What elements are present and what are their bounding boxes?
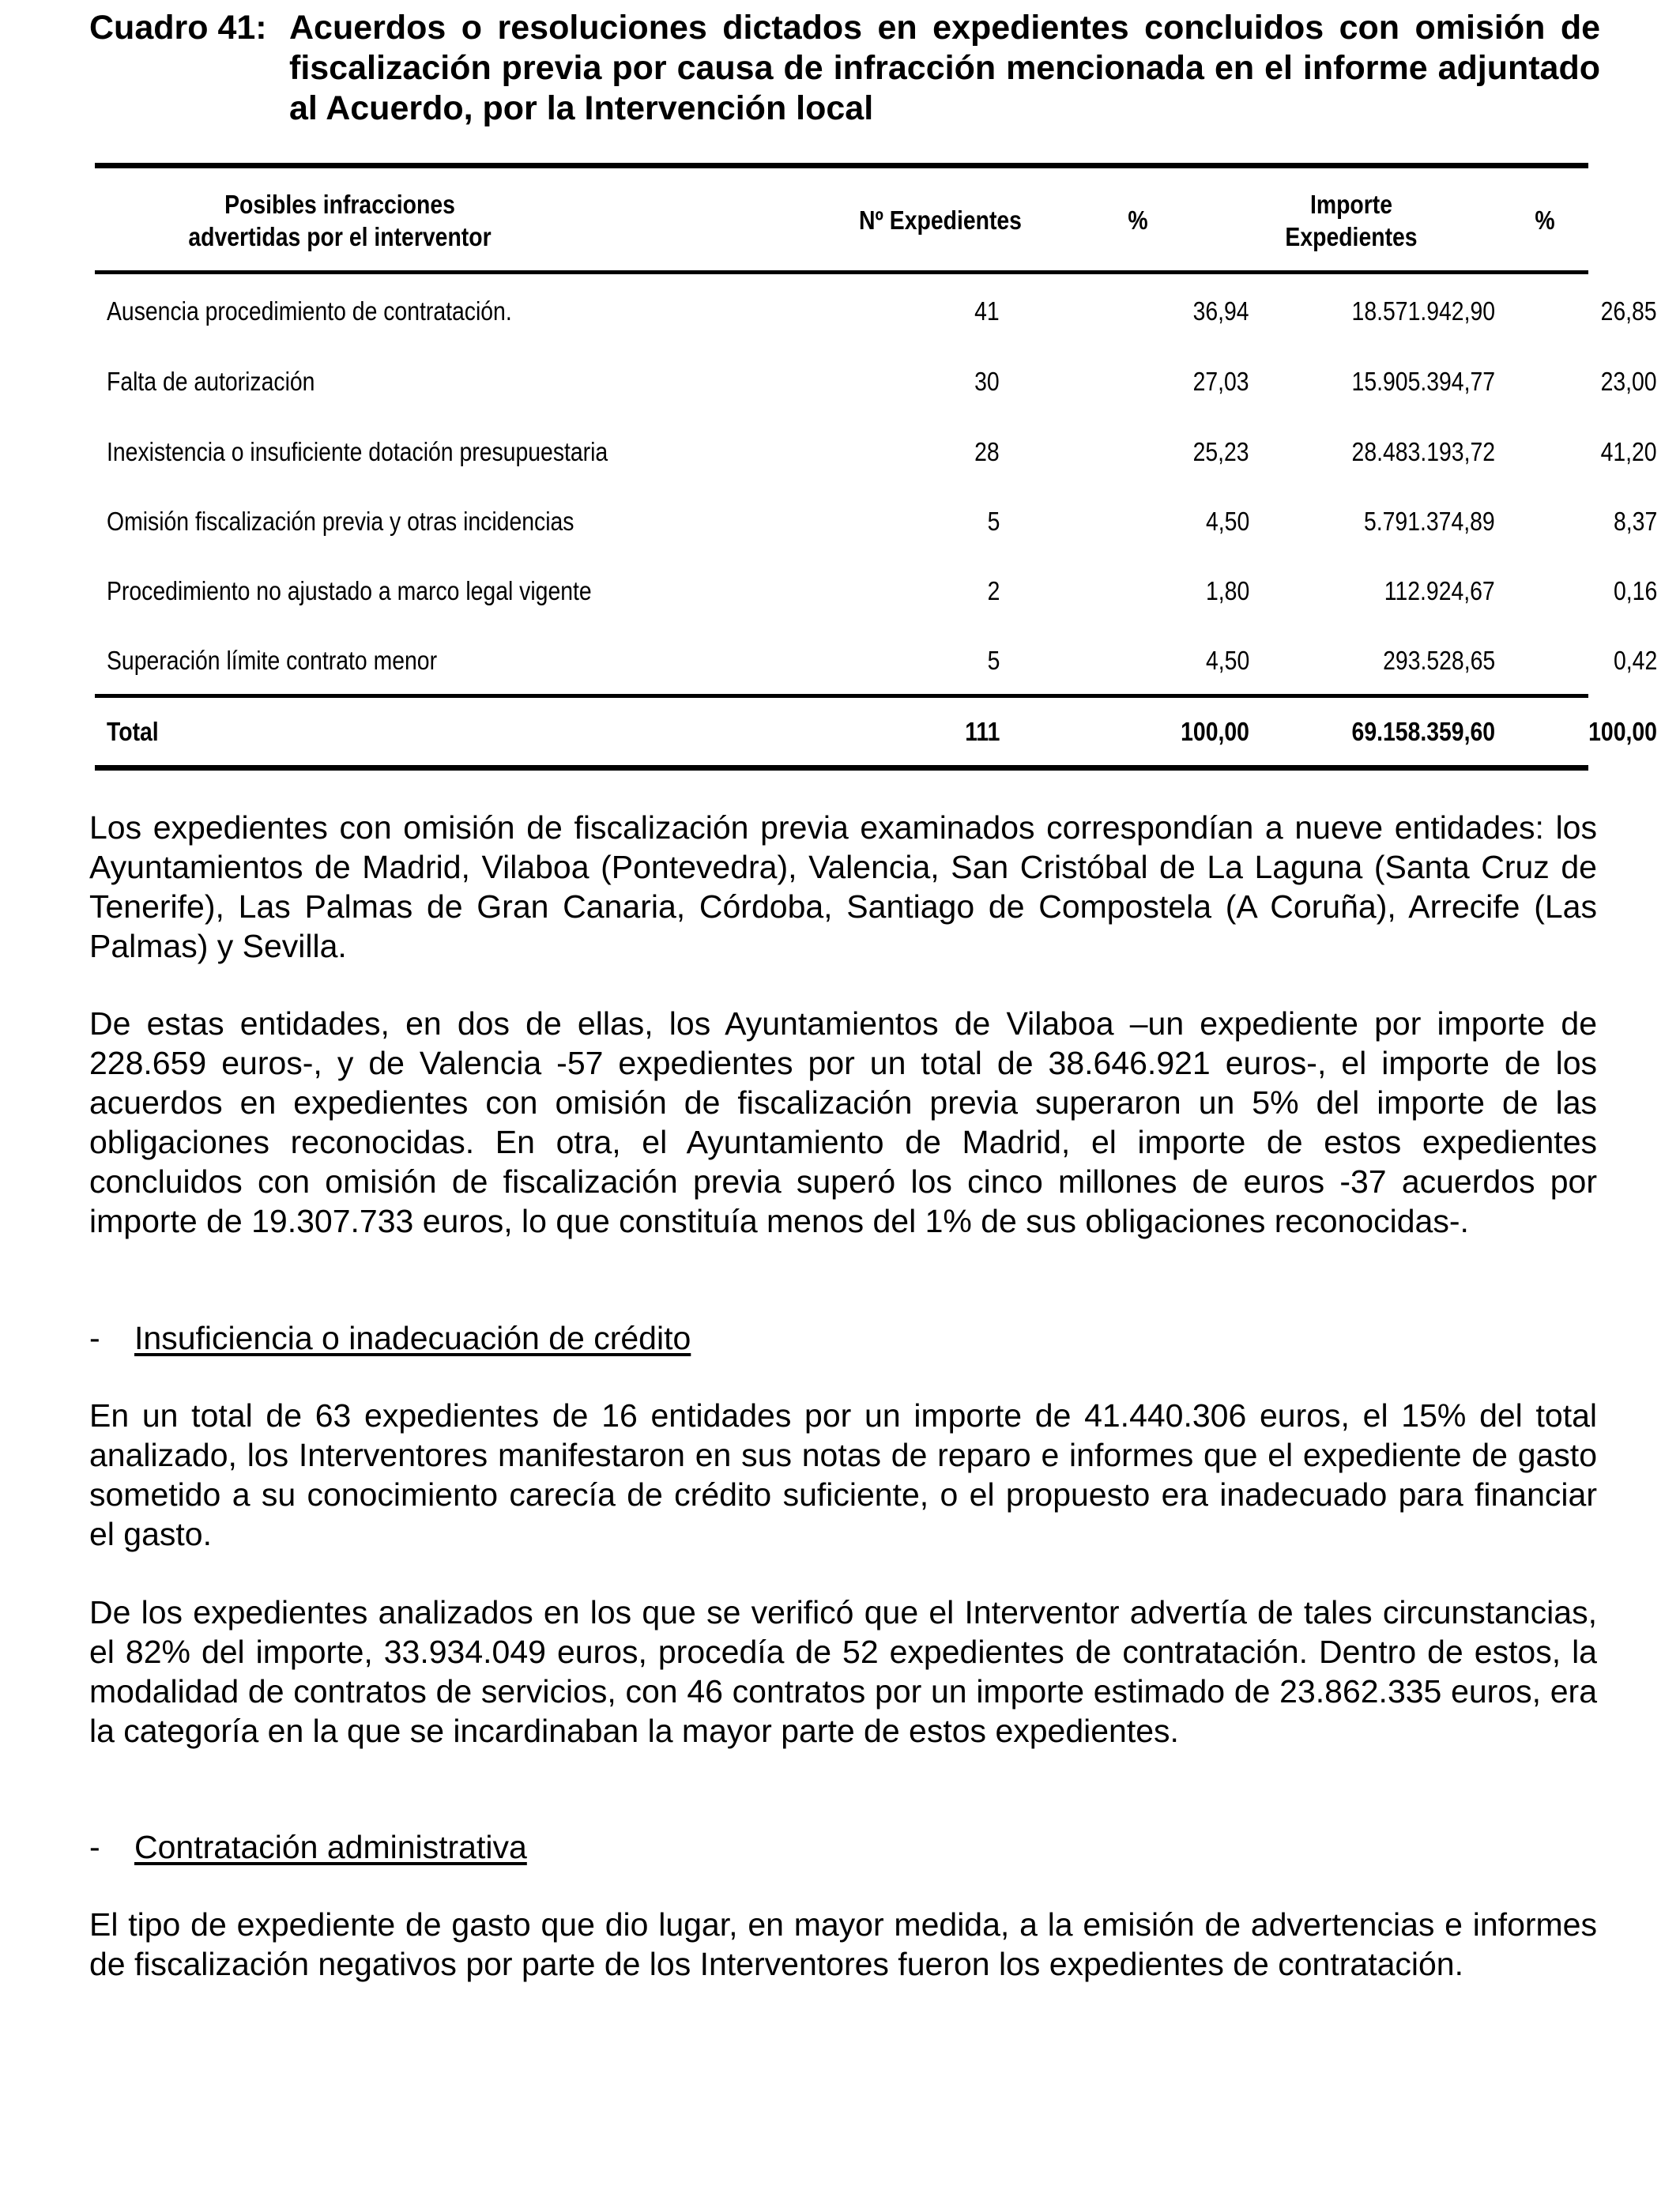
row-pct-expedientes: 27,03 — [1192, 367, 1249, 396]
row-importe: 15.905.394,77 — [1351, 367, 1495, 396]
row-pct-importe: 23,00 — [1600, 367, 1657, 396]
row-pct-expedientes: 4,50 — [1205, 507, 1249, 536]
header-importe — [1249, 188, 1453, 253]
header-expedientes: Nº Expedientes — [859, 205, 1022, 235]
header-pct-expedientes: % — [1128, 205, 1148, 235]
table-bottom-rule — [95, 765, 1588, 771]
row-pct-importe: 8,37 — [1613, 507, 1657, 536]
row-label: Procedimiento no ajustado a marco legal vigente — [107, 576, 592, 605]
heading-text: Insuficiencia o inadecuación de crédito — [134, 1320, 691, 1356]
header-pct-importe: % — [1535, 205, 1555, 235]
paragraph-text: De los expedientes analizados en los que se verificó que el Interventor advertía de tales circunstancias, el 82% del importe, 33.934.049 euros, procedía de 52 expedientes de contratación. Dentro de estos, la modalidad de contratos de servicios, con 46 contratos por un importe estimado de 23.862.335 euros, era la categoría en la que se incardinaban la mayor parte de estos expedientes. — [89, 1594, 1597, 1749]
total-label: Total — [107, 717, 159, 746]
paragraph-text: El tipo de expediente de gasto que dio lugar, en mayor medida, a la emisión de advertencias e informes de fiscalización negativos por parte de los Interventores fueron los expedientes de contratación. — [89, 1906, 1597, 1982]
section-heading-contratacion — [89, 1827, 527, 1867]
table-top-rule — [95, 163, 1588, 168]
caption-title: Acuerdos o resoluciones dictados en expedientes concluidos con omisión de fiscalización previa por causa de infracción mencionada en el informe adjuntado al Acuerdo, por la Intervención local — [289, 9, 1600, 127]
row-label: Ausencia procedimiento de contratación. — [107, 296, 512, 326]
row-expedientes: 2 — [987, 576, 1000, 605]
table-header-rule — [95, 270, 1588, 274]
row-pct-expedientes: 4,50 — [1205, 646, 1249, 675]
row-expedientes: 30 — [974, 367, 1000, 396]
row-pct-importe: 41,20 — [1600, 437, 1657, 466]
caption-label: Cuadro 41: — [89, 9, 267, 47]
total-pct-importe: 100,00 — [1588, 717, 1657, 746]
paragraph-vilaboa-valencia-madrid — [89, 1004, 1597, 1241]
section-heading-credito — [89, 1318, 691, 1358]
paragraph-text: En un total de 63 expedientes de 16 entidades por un importe de 41.440.306 euros, el 15% del total analizado, los Interventores manifestaron en sus notas de reparo e informes que el expediente de gasto sometido a su conocimiento carecía de crédito suficiente, o el propuesto era inadecuado para financiar el gasto. — [89, 1397, 1597, 1552]
paragraph-entities — [89, 808, 1597, 966]
total-importe: 69.158.359,60 — [1351, 717, 1495, 746]
table-total-rule — [95, 694, 1588, 698]
row-expedientes: 5 — [987, 507, 1000, 536]
header-importe-line2: Expedientes — [1285, 222, 1418, 251]
row-pct-importe: 0,42 — [1613, 646, 1657, 675]
heading-dash: - — [89, 1320, 100, 1356]
heading-dash: - — [89, 1829, 100, 1865]
total-expedientes: 111 — [964, 717, 1000, 746]
paragraph-contratacion-analisis — [89, 1593, 1597, 1751]
total-pct-expedientes: 100,00 — [1181, 717, 1249, 746]
row-importe: 293.528,65 — [1382, 646, 1495, 675]
row-importe: 18.571.942,90 — [1351, 296, 1495, 326]
row-label: Omisión fiscalización previa y otras incidencias — [107, 507, 574, 536]
paragraph-text: De estas entidades, en dos de ellas, los Ayuntamientos de Vilaboa –un expediente por importe de 228.659 euros-, y de Valencia -57 expedientes por un total de 38.646.921 euros-, el importe de los acuerdos en expedientes con omisión de fiscalización previa superaron un 5% del importe de las obligaciones reconocidas. En otra, el Ayuntamiento de Madrid, el importe de estos expedientes concluidos con omisión de fiscalización previa superó los cinco millones de euros -37 acuerdos por importe de 19.307.733 euros, lo que constituía menos del 1% de sus obligaciones reconocidas-. — [89, 1005, 1597, 1239]
row-expedientes: 5 — [987, 646, 1000, 675]
row-expedientes: 41 — [974, 296, 1000, 326]
row-label: Inexistencia o insuficiente dotación presupuestaria — [107, 437, 608, 466]
row-label: Falta de autorización — [107, 367, 315, 396]
row-pct-importe: 26,85 — [1600, 296, 1657, 326]
heading-text: Contratación administrativa — [134, 1829, 527, 1865]
header-importe-line1: Importe — [1309, 190, 1393, 219]
row-pct-expedientes: 1,80 — [1205, 576, 1249, 605]
paragraph-text: Los expedientes con omisión de fiscalización previa examinados correspondían a nueve entidades: los Ayuntamientos de Madrid, Vilaboa (Pontevedra), Valencia, San Cristóbal de La Laguna (Santa Cruz de Tenerife), Las Palmas de Gran Canaria, Córdoba, Santiago de Compostela (A Coruña), Arrecife (Las Palmas) y Sevilla. — [89, 809, 1597, 964]
row-label: Superación límite contrato menor — [107, 646, 438, 675]
paragraph-credito — [89, 1396, 1597, 1554]
row-pct-importe: 0,16 — [1613, 576, 1657, 605]
row-importe: 28.483.193,72 — [1351, 437, 1495, 466]
row-importe: 5.791.374,89 — [1364, 507, 1495, 536]
header-infractions-line1: Posibles infracciones — [224, 190, 455, 219]
paragraph-tipo-expediente — [89, 1905, 1597, 1984]
header-infractions-line2: advertidas por el interventor — [188, 222, 492, 251]
row-expedientes: 28 — [974, 437, 1000, 466]
row-importe: 112.924,67 — [1384, 576, 1495, 605]
header-infractions — [170, 188, 510, 253]
row-pct-expedientes: 36,94 — [1192, 296, 1249, 326]
row-pct-expedientes: 25,23 — [1192, 437, 1249, 466]
